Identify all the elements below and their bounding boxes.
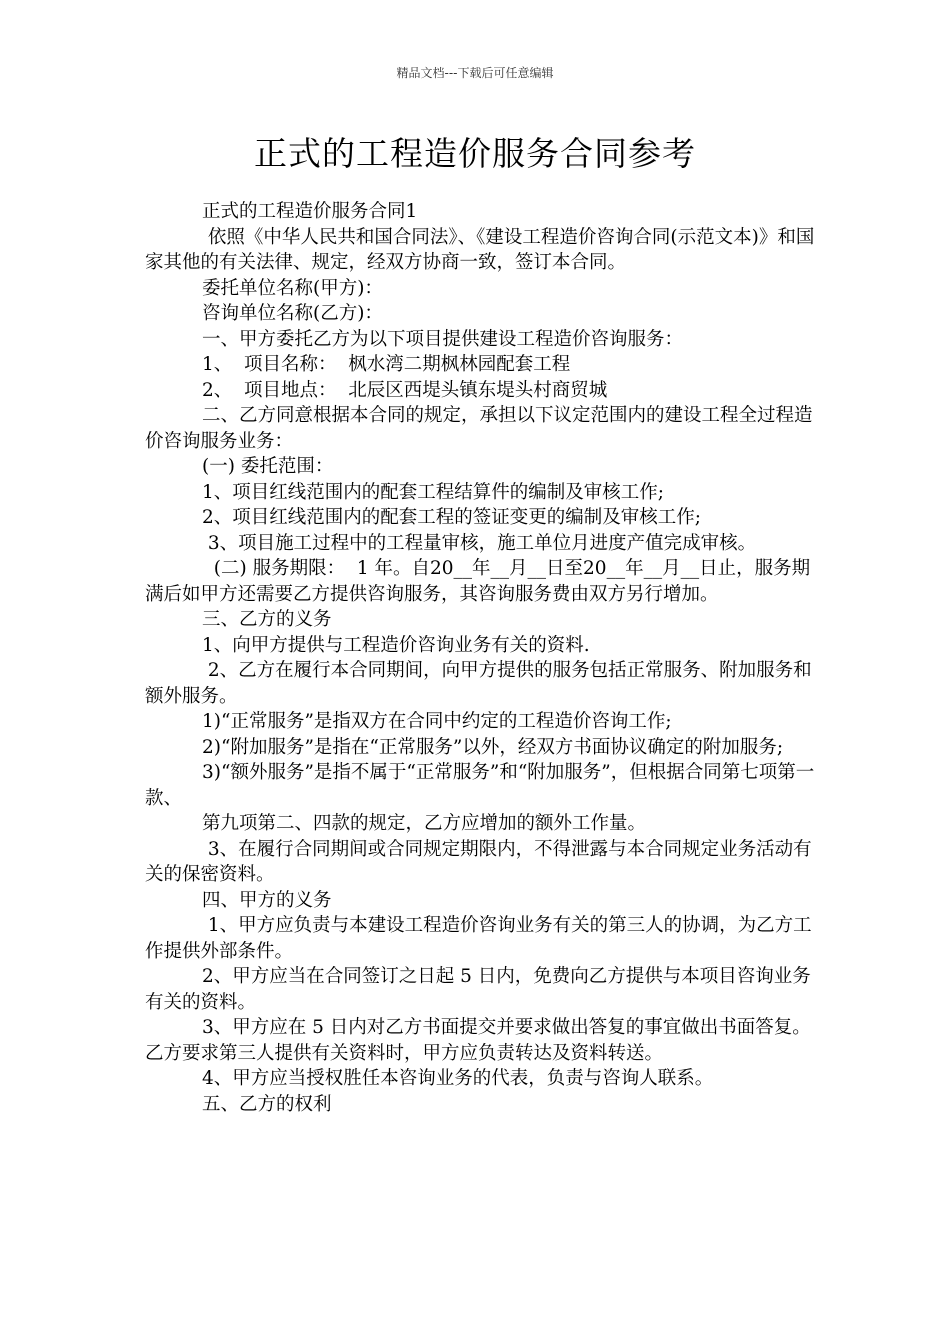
paragraph: (一) 委托范围：: [202, 456, 334, 477]
paragraph: 3、在履行合同期间或合同规定期限内，不得泄露与本合同规定业务活动有关的保密资料。: [145, 838, 812, 885]
paragraph: 3)“额外服务”是指不属于“正常服务”和“附加服务”，但根据合同第七项第一款、: [145, 762, 815, 809]
paragraph: 3、项目施工过程中的工程量审核，施工单位月进度产值完成审核。: [202, 532, 757, 554]
paragraph: 四、甲方的义务: [202, 889, 332, 911]
paragraph: 正式的工程造价服务合同1: [202, 201, 418, 222]
paragraph: (二) 服务期限： 1 年。自20__年__月__日至20__年__月__日止，服务期满后如甲方还需要乙方提供咨询服务，其咨询服务费由双方另行增加。: [145, 558, 811, 605]
paragraph: 二、乙方同意根据本合同的规定，承担以下议定范围内的建设工程全过程造价咨询服务业务：: [145, 405, 813, 452]
paragraph: 1、甲方应负责与本建设工程造价咨询业务有关的第三人的协调，为乙方工作提供外部条件。: [145, 915, 812, 962]
document-body: [145, 199, 825, 1117]
document-title: 正式的工程造价服务合同参考: [254, 134, 696, 173]
paragraph: 第九项第二、四款的规定，乙方应增加的额外工作量。: [202, 813, 647, 834]
paragraph: 三、乙方的义务: [202, 609, 332, 630]
paragraph: 委托单位名称(甲方)：: [202, 277, 383, 299]
paragraph: 1)“正常服务”是指双方在合同中约定的工程造价咨询工作;: [202, 711, 672, 732]
paragraph: 1、 项目名称： 枫水湾二期枫林园配套工程: [202, 354, 571, 375]
paragraph: 2)“附加服务”是指在“正常服务”以外，经双方书面协议确定的附加服务;: [202, 736, 784, 758]
paragraph: 咨询单位名称(乙方)：: [202, 303, 383, 324]
paragraph: 1、项目红线范围内的配套工程结算件的编制及审核工作;: [202, 481, 665, 503]
paragraph: 2、项目红线范围内的配套工程的签证变更的编制及审核工作;: [202, 507, 702, 528]
paragraph: 2、 项目地点： 北辰区西堤头镇东堤头村商贸城: [202, 379, 608, 401]
paragraph: 4、甲方应当授权胜任本咨询业务的代表，负责与咨询人联系。: [202, 1068, 714, 1089]
paragraph: 2、甲方应当在合同签订之日起 5 日内，免费向乙方提供与本项目咨询业务有关的资料。: [145, 966, 811, 1013]
paragraph: 一、甲方委托乙方为以下项目提供建设工程造价咨询服务：: [202, 328, 684, 350]
paragraph: 1、向甲方提供与工程造价咨询业务有关的资料.: [202, 634, 590, 656]
paragraph: 依照《中华人民共和国合同法》、《建设工程造价咨询合同(示范文本)》和国家其他的有关法律、规定，经双方协商一致，签订本合同。: [145, 226, 815, 273]
header-note: 精品文档---下载后可任意编辑: [396, 66, 554, 80]
paragraph: 2、乙方在履行本合同期间，向甲方提供的服务包括正常服务、附加服务和额外服务。: [145, 660, 812, 707]
paragraph: 3、甲方应在 5 日内对乙方书面提交并要求做出答复的事宜做出书面答复。乙方要求第三人提供有关资料时，甲方应负责转达及资料转送。: [145, 1017, 811, 1064]
paragraph: 五、乙方的权利: [202, 1093, 332, 1115]
